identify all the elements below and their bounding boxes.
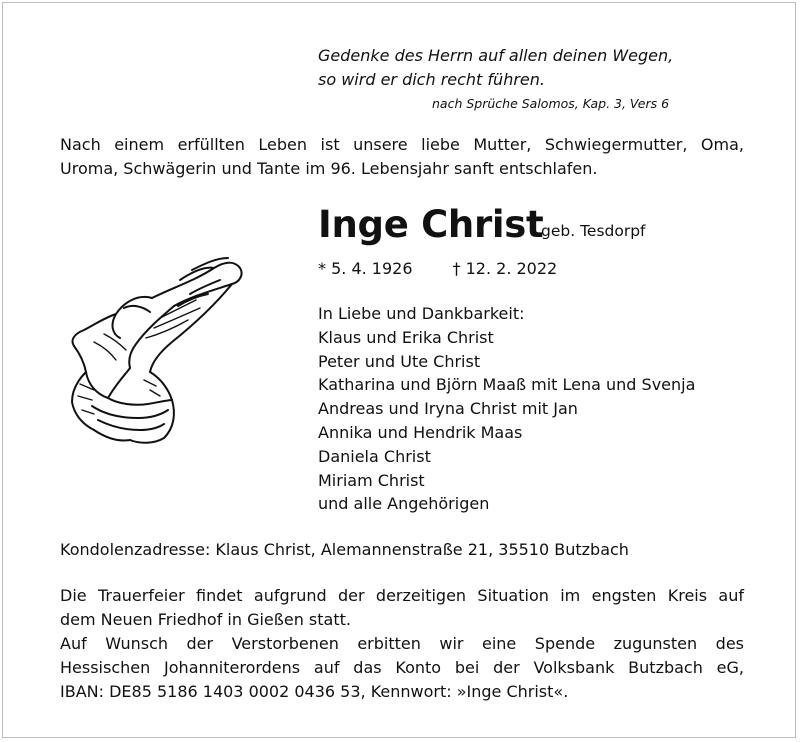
mourners-heading: In Liebe und Dankbarkeit: bbox=[318, 304, 525, 323]
intro-line-1: Nach einem erfüllten Leben ist unsere liebe Mutter, Schwiegermutter, Oma, bbox=[60, 135, 744, 154]
mourner-entry: Klaus und Erika Christ bbox=[318, 327, 494, 347]
mourner-entry: Miriam Christ bbox=[318, 470, 425, 490]
mourner-entry: Katharina und Björn Maaß mit Lena und Svenja bbox=[318, 375, 696, 395]
deceased-birth-name: geb. Tesdorpf bbox=[541, 222, 646, 240]
condolence-address: Kondolenzadresse: Klaus Christ, Alemannenstraße 21, 35510 Butzbach bbox=[60, 540, 629, 559]
donation-notice bbox=[60, 632, 744, 704]
bible-verse-line-1: Gedenke des Herrn auf allen deinen Wegen, bbox=[318, 46, 674, 65]
death-date: † 12. 2. 2022 bbox=[452, 259, 558, 278]
intro-line-2: Uroma, Schwägerin und Tante im 96. Lebensjahr sanft entschlafen. bbox=[60, 159, 598, 178]
funeral-notice-line-2: dem Neuen Friedhof in Gießen statt. bbox=[60, 610, 351, 629]
praying-hands-icon bbox=[64, 254, 250, 446]
bible-verse bbox=[318, 44, 673, 92]
intro-text bbox=[60, 133, 744, 181]
mourner-entry: Peter und Ute Christ bbox=[318, 351, 481, 371]
mourners-list bbox=[318, 302, 695, 516]
bible-verse-line-2: so wird er dich recht führen. bbox=[318, 70, 545, 89]
bible-verse-source: nach Sprüche Salomos, Kap. 3, Vers 6 bbox=[432, 96, 670, 111]
life-dates bbox=[318, 259, 557, 278]
funeral-notice bbox=[60, 584, 744, 632]
birth-date: * 5. 4. 1926 bbox=[318, 259, 413, 278]
deceased-name: Inge Christ bbox=[318, 203, 544, 246]
funeral-notice-line-1: Die Trauerfeier findet aufgrund der derzeitigen Situation im engsten Kreis auf bbox=[60, 586, 744, 605]
mourner-entry: Daniela Christ bbox=[318, 446, 431, 466]
mourner-entry: Annika und Hendrik Maas bbox=[318, 422, 523, 442]
mourner-entry: Andreas und Iryna Christ mit Jan bbox=[318, 399, 578, 419]
mourner-entry: und alle Angehörigen bbox=[318, 494, 490, 514]
donation-notice-line-3: IBAN: DE85 5186 1403 0002 0436 53, Kennwort: »Inge Christ«. bbox=[60, 682, 569, 701]
donation-notice-line-1: Auf Wunsch der Verstorbenen erbitten wir eine Spende zugunsten des bbox=[60, 634, 744, 653]
donation-notice-line-2: Hessischen Johanniterordens auf das Konto bei der Volksbank Butzbach eG, bbox=[60, 658, 744, 677]
